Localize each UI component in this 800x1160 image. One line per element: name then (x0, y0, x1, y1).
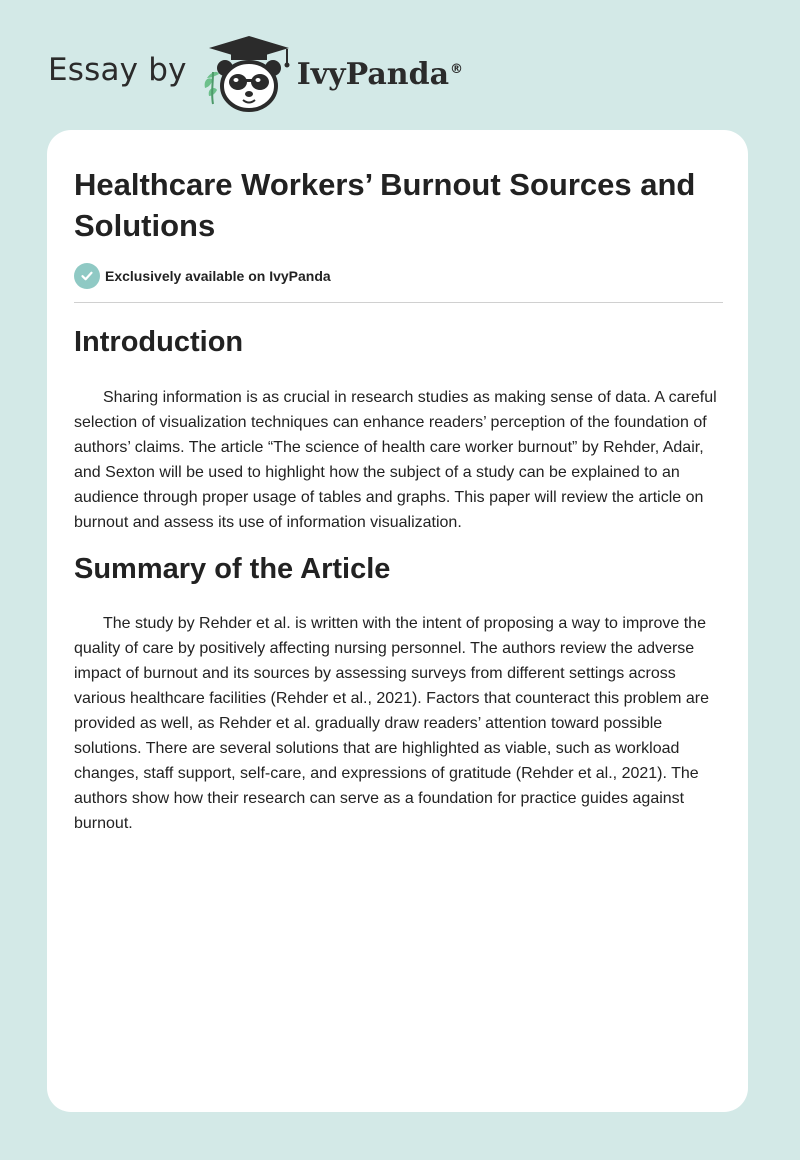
section-heading-summary: Summary of the Article (74, 553, 391, 585)
site-header (48, 34, 463, 114)
panda-graduate-logo-icon[interactable] (201, 34, 293, 114)
section-paragraph-summary: The study by Rehder et al. is written with the intent of proposing a way to improve the quality of care by positively affecting nursing personnel. The authors review the adverse impact of burnout and its sources by assessing surveys from different settings across various healthcare facilities (Rehder et al., 2021). Factors that counteract this problem are provided as well, as Rehder et al. gradually draw readers’ attention toward possible solutions. There are several solutions that are highlighted as viable, such as workload changes, staff support, self-care, and expressions of gratitude (Rehder et al., 2021). The authors show how their research can serve as a foundation for practice guides against burnout. (74, 615, 709, 832)
brand-prefix: Essay by (48, 52, 187, 88)
exclusive-badge-text: Exclusively available on IvyPanda (105, 268, 331, 284)
check-icon (74, 263, 100, 289)
divider (74, 302, 723, 303)
brand-name-text: IvyPanda (296, 56, 450, 92)
section-paragraph-introduction: Sharing information is as crucial in research studies as making sense of data. A careful selection of visualization techniques can enhance readers’ perception of the foundation of authors’ claims. The article “The science of health care worker burnout” by Rehder, Adair, and Sexton will be used to highlight how the subject of a study can be explained to an audience through proper usage of tables and graphs. This paper will review the article on burnout and assess its use of information visualization. (74, 389, 717, 531)
essay-title: Healthcare Workers’ Burnout Sources and Solutions (74, 167, 696, 243)
section-heading-introduction: Introduction (74, 326, 244, 358)
exclusive-badge (74, 263, 331, 289)
registered-mark: ® (450, 61, 464, 77)
brand-name[interactable] (297, 57, 463, 92)
essay-card (47, 130, 748, 1112)
